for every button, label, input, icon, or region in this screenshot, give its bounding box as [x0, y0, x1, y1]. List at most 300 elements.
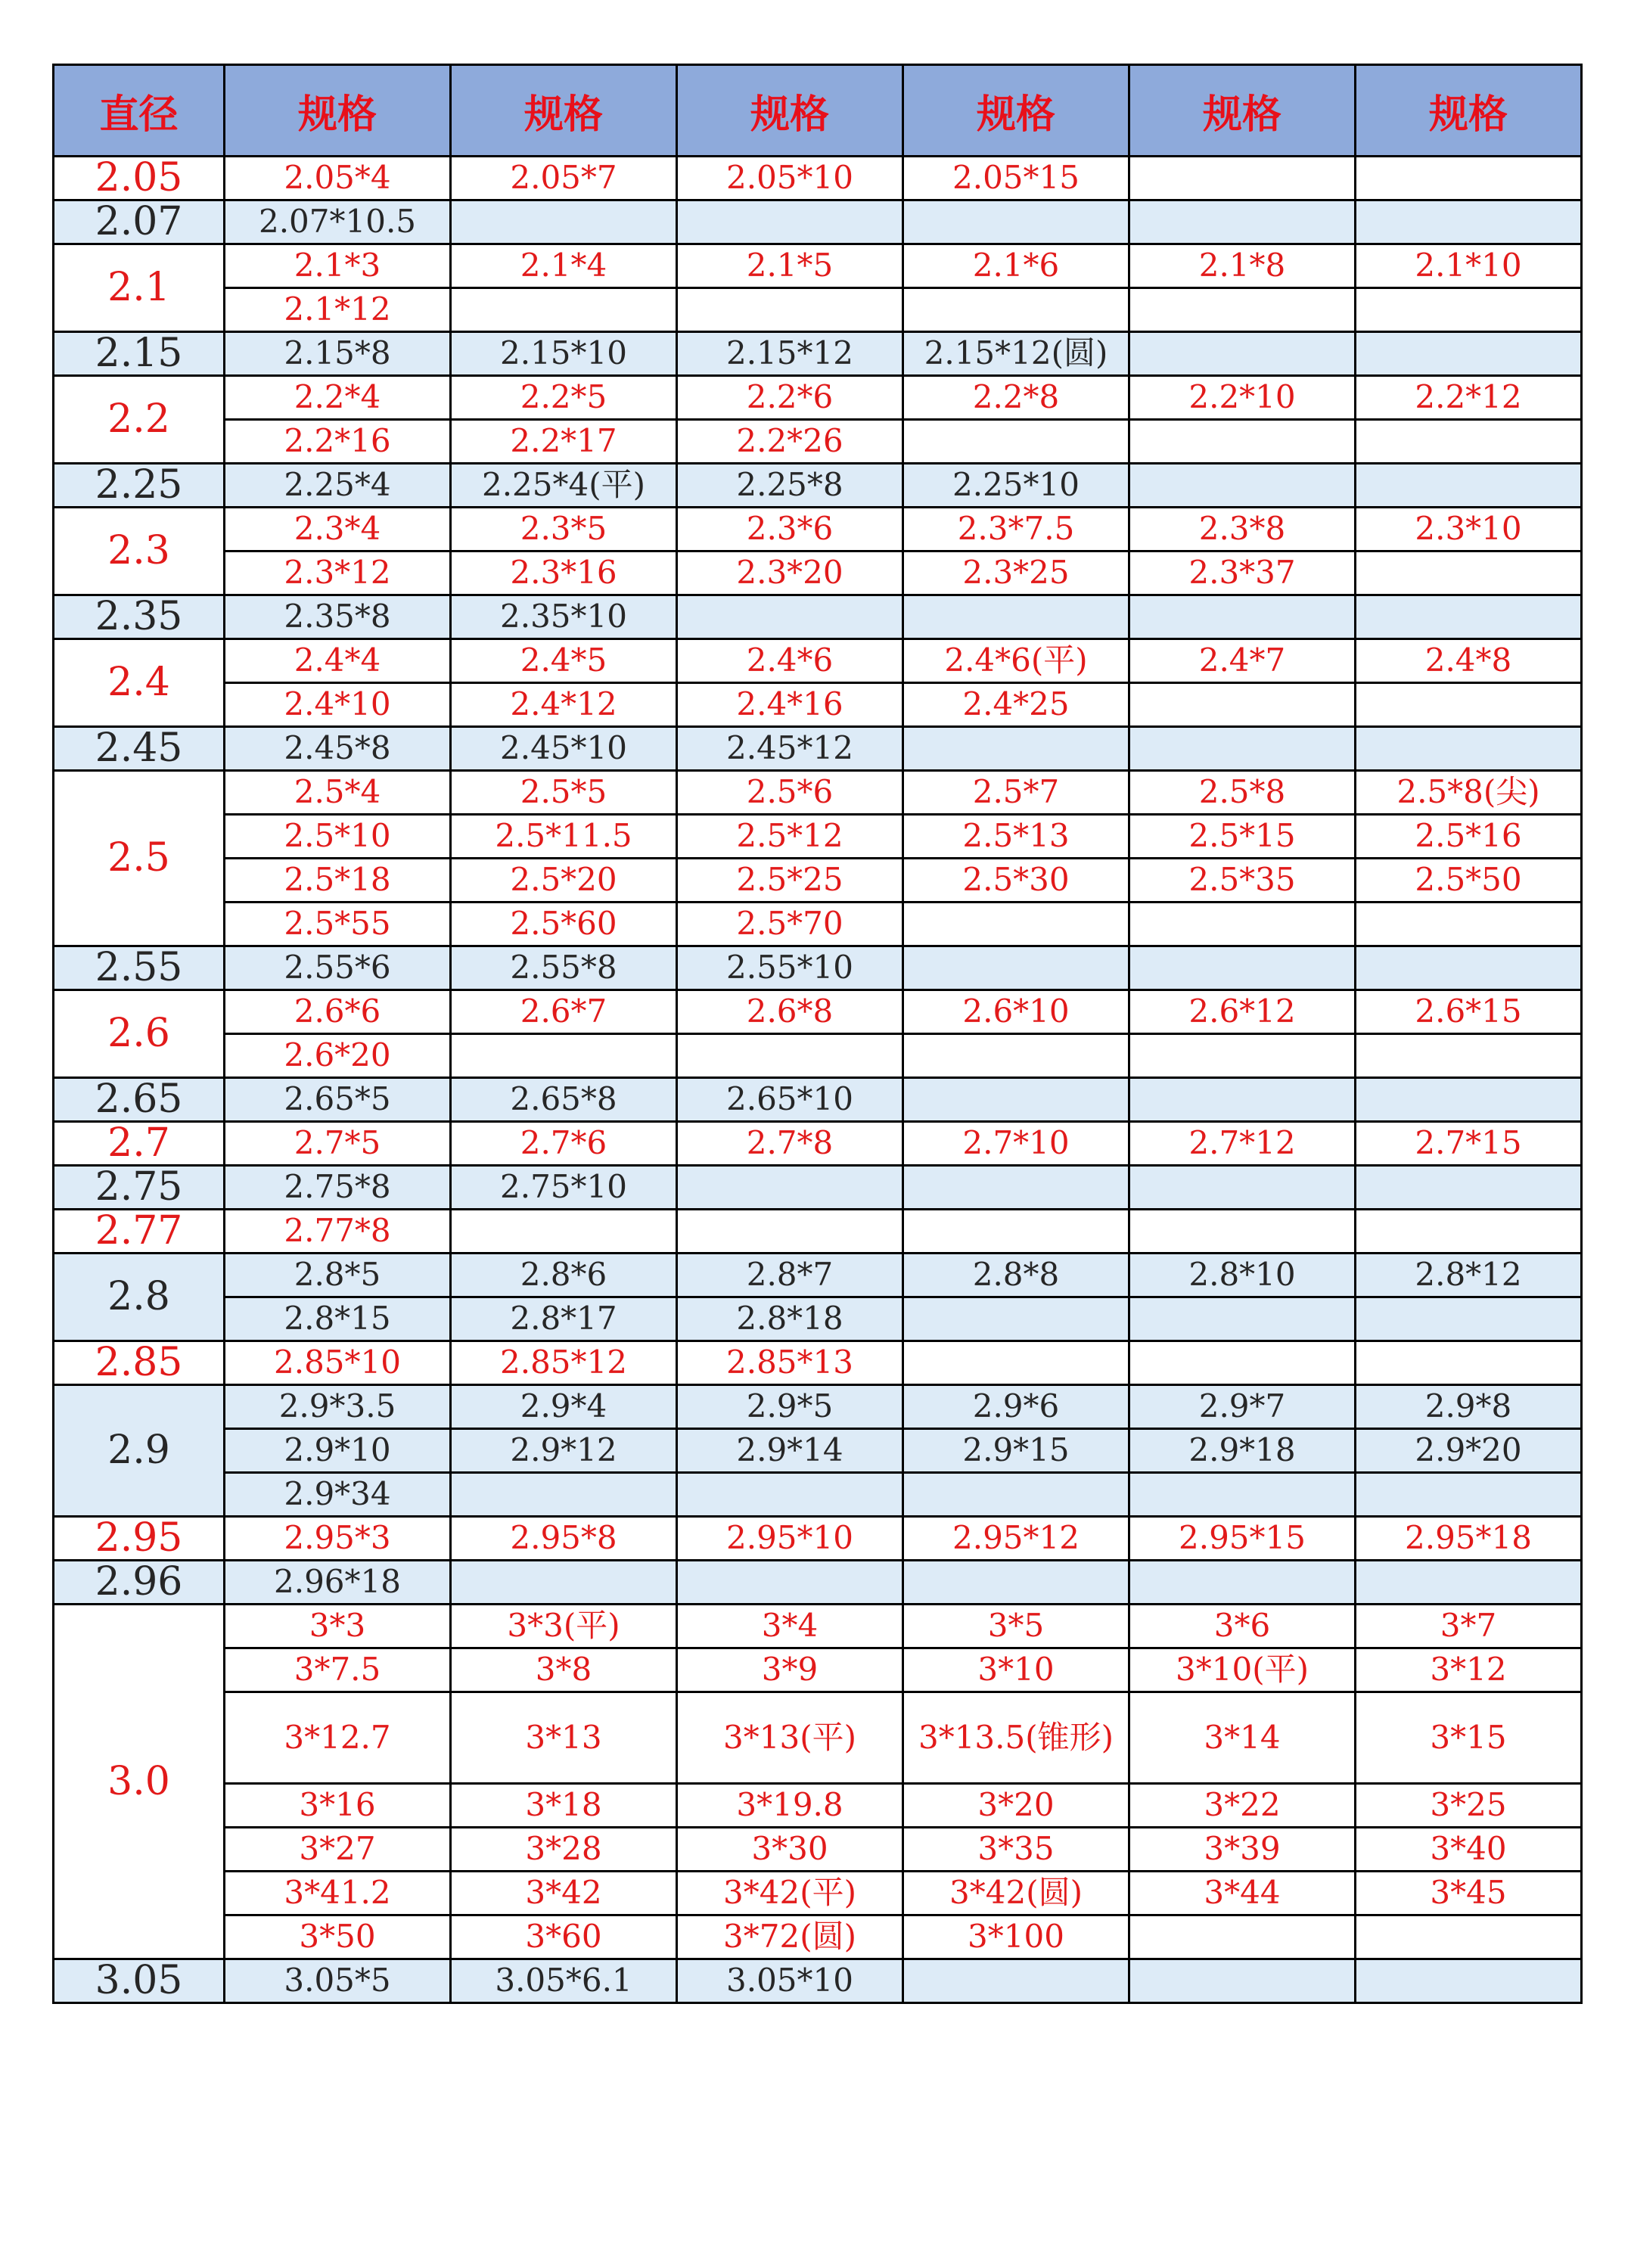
spec-cell: 2.95*3 — [225, 1517, 451, 1561]
spec-cell — [1356, 332, 1582, 376]
spec-cell: 2.55*10 — [677, 946, 903, 990]
spec-cell: 2.6*7 — [451, 990, 677, 1034]
spec-cell — [677, 200, 903, 244]
spec-cell: 2.55*6 — [225, 946, 451, 990]
spec-cell: 2.5*30 — [903, 859, 1129, 903]
table-row — [54, 990, 1582, 1034]
spec-cell: 2.95*8 — [451, 1517, 677, 1561]
spec-cell — [903, 1297, 1129, 1341]
table-row — [54, 508, 1582, 551]
spec-cell: 2.25*4(平) — [451, 464, 677, 508]
spec-cell — [1129, 157, 1356, 200]
spec-cell: 3*3 — [225, 1605, 451, 1648]
spec-cell: 3*35 — [903, 1828, 1129, 1872]
spec-cell: 3*10 — [903, 1648, 1129, 1692]
spec-cell — [1356, 1210, 1582, 1254]
spec-cell: 2.5*35 — [1129, 859, 1356, 903]
spec-cell: 2.65*5 — [225, 1078, 451, 1122]
spec-cell: 2.9*10 — [225, 1429, 451, 1473]
table-row — [54, 420, 1582, 464]
spec-table-body — [54, 157, 1582, 2003]
spec-cell: 2.8*8 — [903, 1254, 1129, 1297]
spec-cell — [677, 1166, 903, 1210]
spec-cell: 2.1*3 — [225, 244, 451, 288]
spec-cell: 2.05*7 — [451, 157, 677, 200]
spec-cell: 2.2*8 — [903, 376, 1129, 420]
table-row — [54, 946, 1582, 990]
header-spec: 规格 — [225, 65, 451, 157]
header-spec: 规格 — [903, 65, 1129, 157]
spec-cell: 2.15*12(圆) — [903, 332, 1129, 376]
spec-cell: 2.45*8 — [225, 727, 451, 771]
diameter-cell: 2.45 — [54, 727, 225, 771]
spec-cell — [1129, 595, 1356, 639]
diameter-cell: 2.15 — [54, 332, 225, 376]
spec-cell — [451, 1561, 677, 1605]
table-row — [54, 1034, 1582, 1078]
spec-cell — [1356, 1034, 1582, 1078]
spec-cell: 2.07*10.5 — [225, 200, 451, 244]
spec-cell: 2.3*10 — [1356, 508, 1582, 551]
spec-cell: 2.5*16 — [1356, 815, 1582, 859]
diameter-cell: 2.8 — [54, 1254, 225, 1341]
spec-cell: 2.5*12 — [677, 815, 903, 859]
spec-cell: 2.6*10 — [903, 990, 1129, 1034]
table-row — [54, 1692, 1582, 1784]
table-row — [54, 244, 1582, 288]
spec-cell — [1356, 1166, 1582, 1210]
spec-cell: 2.05*10 — [677, 157, 903, 200]
spec-cell: 3*10(平) — [1129, 1648, 1356, 1692]
spec-cell: 2.9*12 — [451, 1429, 677, 1473]
spec-cell — [1356, 683, 1582, 727]
spec-cell — [1129, 288, 1356, 332]
spec-cell: 3*12 — [1356, 1648, 1582, 1692]
spec-cell: 2.7*12 — [1129, 1122, 1356, 1166]
spec-cell: 2.5*20 — [451, 859, 677, 903]
table-row — [54, 464, 1582, 508]
spec-cell: 3*39 — [1129, 1828, 1356, 1872]
spec-cell: 2.55*8 — [451, 946, 677, 990]
spec-cell: 2.25*10 — [903, 464, 1129, 508]
spec-cell: 3*12.7 — [225, 1692, 451, 1784]
spec-cell: 3*13 — [451, 1692, 677, 1784]
spec-cell: 2.95*12 — [903, 1517, 1129, 1561]
spec-cell — [1356, 1341, 1582, 1385]
diameter-cell: 2.55 — [54, 946, 225, 990]
spec-cell — [903, 1341, 1129, 1385]
spec-cell — [903, 946, 1129, 990]
spec-cell: 2.3*16 — [451, 551, 677, 595]
spec-cell: 2.8*18 — [677, 1297, 903, 1341]
spec-cell: 2.85*10 — [225, 1341, 451, 1385]
spec-cell: 3*19.8 — [677, 1784, 903, 1828]
spec-cell: 3*3(平) — [451, 1605, 677, 1648]
spec-cell — [903, 727, 1129, 771]
table-row — [54, 683, 1582, 727]
spec-cell — [677, 1210, 903, 1254]
spec-cell: 2.3*25 — [903, 551, 1129, 595]
spec-cell: 2.5*6 — [677, 771, 903, 815]
spec-cell: 2.9*5 — [677, 1385, 903, 1429]
spec-cell: 3*30 — [677, 1828, 903, 1872]
diameter-cell: 2.35 — [54, 595, 225, 639]
spec-cell — [1129, 903, 1356, 946]
spec-cell — [1356, 464, 1582, 508]
spec-cell — [1356, 288, 1582, 332]
spec-cell: 3*27 — [225, 1828, 451, 1872]
spec-cell: 2.3*37 — [1129, 551, 1356, 595]
spec-cell: 2.75*10 — [451, 1166, 677, 1210]
spec-cell: 2.05*15 — [903, 157, 1129, 200]
table-row — [54, 1297, 1582, 1341]
spec-cell: 2.3*6 — [677, 508, 903, 551]
spec-cell — [677, 288, 903, 332]
diameter-cell: 2.1 — [54, 244, 225, 332]
spec-cell — [1356, 1561, 1582, 1605]
spec-cell: 2.6*15 — [1356, 990, 1582, 1034]
spec-cell: 2.3*20 — [677, 551, 903, 595]
spec-cell — [1129, 1210, 1356, 1254]
spec-cell: 3*6 — [1129, 1605, 1356, 1648]
spec-cell — [1356, 903, 1582, 946]
spec-cell: 2.5*55 — [225, 903, 451, 946]
table-row — [54, 1473, 1582, 1517]
spec-cell — [1129, 1297, 1356, 1341]
spec-cell: 2.9*14 — [677, 1429, 903, 1473]
diameter-cell: 2.4 — [54, 639, 225, 727]
table-row — [54, 1385, 1582, 1429]
table-row — [54, 157, 1582, 200]
spec-cell: 2.7*8 — [677, 1122, 903, 1166]
spec-cell — [1356, 595, 1582, 639]
spec-cell — [1356, 946, 1582, 990]
spec-cell: 2.77*8 — [225, 1210, 451, 1254]
table-row — [54, 595, 1582, 639]
spec-cell: 2.4*5 — [451, 639, 677, 683]
spec-cell: 2.4*4 — [225, 639, 451, 683]
spec-cell: 2.8*10 — [1129, 1254, 1356, 1297]
spec-cell: 2.9*3.5 — [225, 1385, 451, 1429]
spec-cell — [903, 1078, 1129, 1122]
spec-cell: 2.7*6 — [451, 1122, 677, 1166]
spec-cell — [1129, 1915, 1356, 1959]
spec-cell: 2.4*6 — [677, 639, 903, 683]
spec-cell: 2.7*10 — [903, 1122, 1129, 1166]
spec-cell: 2.15*10 — [451, 332, 677, 376]
spec-cell: 2.4*12 — [451, 683, 677, 727]
spec-cell: 2.35*8 — [225, 595, 451, 639]
spec-cell: 2.15*8 — [225, 332, 451, 376]
spec-cell — [903, 420, 1129, 464]
header-row — [54, 65, 1582, 157]
spec-cell: 2.5*50 — [1356, 859, 1582, 903]
spec-cell: 2.5*11.5 — [451, 815, 677, 859]
spec-cell: 2.1*4 — [451, 244, 677, 288]
spec-cell: 2.96*18 — [225, 1561, 451, 1605]
spec-cell — [1356, 1297, 1582, 1341]
spec-cell: 3*50 — [225, 1915, 451, 1959]
spec-cell: 3*20 — [903, 1784, 1129, 1828]
table-row — [54, 1648, 1582, 1692]
spec-cell: 3*18 — [451, 1784, 677, 1828]
table-row — [54, 1166, 1582, 1210]
table-row — [54, 1561, 1582, 1605]
spec-cell: 2.2*4 — [225, 376, 451, 420]
spec-cell — [677, 1561, 903, 1605]
spec-cell: 3*42 — [451, 1872, 677, 1915]
spec-cell: 2.1*6 — [903, 244, 1129, 288]
spec-cell — [1356, 1915, 1582, 1959]
spec-cell: 2.5*7 — [903, 771, 1129, 815]
spec-cell: 2.6*20 — [225, 1034, 451, 1078]
spec-cell: 2.8*5 — [225, 1254, 451, 1297]
spec-cell: 2.15*12 — [677, 332, 903, 376]
spec-cell: 2.9*4 — [451, 1385, 677, 1429]
table-row — [54, 1872, 1582, 1915]
spec-cell — [1129, 1034, 1356, 1078]
spec-cell — [903, 903, 1129, 946]
spec-cell: 3*72(圆) — [677, 1915, 903, 1959]
spec-cell: 2.25*8 — [677, 464, 903, 508]
spec-cell: 2.6*12 — [1129, 990, 1356, 1034]
spec-cell: 2.1*8 — [1129, 244, 1356, 288]
spec-cell: 3*13.5(锥形) — [903, 1692, 1129, 1784]
spec-cell: 2.4*25 — [903, 683, 1129, 727]
spec-cell: 2.8*15 — [225, 1297, 451, 1341]
spec-cell — [451, 1034, 677, 1078]
spec-cell — [1356, 1959, 1582, 2003]
spec-cell — [903, 1210, 1129, 1254]
spec-cell: 2.4*10 — [225, 683, 451, 727]
spec-cell: 2.9*20 — [1356, 1429, 1582, 1473]
diameter-cell: 2.77 — [54, 1210, 225, 1254]
table-row — [54, 1784, 1582, 1828]
diameter-cell: 2.9 — [54, 1385, 225, 1517]
spec-cell: 2.2*5 — [451, 376, 677, 420]
spec-cell: 2.6*8 — [677, 990, 903, 1034]
diameter-cell: 2.25 — [54, 464, 225, 508]
spec-cell: 3*7.5 — [225, 1648, 451, 1692]
spec-cell: 2.5*4 — [225, 771, 451, 815]
table-row — [54, 1078, 1582, 1122]
spec-cell: 2.8*12 — [1356, 1254, 1582, 1297]
header-spec: 规格 — [451, 65, 677, 157]
spec-cell — [903, 1561, 1129, 1605]
table-row — [54, 1605, 1582, 1648]
spec-cell: 2.5*5 — [451, 771, 677, 815]
table-row — [54, 903, 1582, 946]
spec-cell: 3*44 — [1129, 1872, 1356, 1915]
spec-cell — [903, 200, 1129, 244]
spec-cell: 2.9*8 — [1356, 1385, 1582, 1429]
diameter-cell: 2.2 — [54, 376, 225, 464]
diameter-cell: 2.5 — [54, 771, 225, 946]
spec-cell: 2.35*10 — [451, 595, 677, 639]
table-row — [54, 859, 1582, 903]
spec-cell: 3*13(平) — [677, 1692, 903, 1784]
spec-cell: 2.3*7.5 — [903, 508, 1129, 551]
spec-cell — [1129, 332, 1356, 376]
spec-cell: 3*9 — [677, 1648, 903, 1692]
spec-cell — [1129, 946, 1356, 990]
diameter-cell: 2.95 — [54, 1517, 225, 1561]
table-row — [54, 376, 1582, 420]
spec-cell — [1129, 1959, 1356, 2003]
diameter-cell: 2.65 — [54, 1078, 225, 1122]
diameter-cell: 2.75 — [54, 1166, 225, 1210]
spec-cell — [1129, 683, 1356, 727]
spec-cell: 2.65*8 — [451, 1078, 677, 1122]
spec-cell: 2.9*6 — [903, 1385, 1129, 1429]
spec-cell — [1129, 727, 1356, 771]
spec-cell — [1356, 551, 1582, 595]
spec-cell: 2.8*17 — [451, 1297, 677, 1341]
spec-cell: 2.1*5 — [677, 244, 903, 288]
spec-cell: 3*41.2 — [225, 1872, 451, 1915]
spec-cell — [1129, 420, 1356, 464]
table-row — [54, 1341, 1582, 1385]
spec-cell — [451, 1210, 677, 1254]
spec-table — [52, 64, 1583, 2004]
spec-cell: 2.4*16 — [677, 683, 903, 727]
spec-cell: 3*60 — [451, 1915, 677, 1959]
spec-cell — [1356, 200, 1582, 244]
diameter-cell: 2.07 — [54, 200, 225, 244]
diameter-cell: 3.05 — [54, 1959, 225, 2003]
table-row — [54, 1429, 1582, 1473]
spec-cell: 3.05*6.1 — [451, 1959, 677, 2003]
spec-cell: 2.6*6 — [225, 990, 451, 1034]
spec-cell: 2.5*70 — [677, 903, 903, 946]
table-row — [54, 551, 1582, 595]
spec-cell: 2.2*16 — [225, 420, 451, 464]
table-row — [54, 815, 1582, 859]
spec-cell: 3*8 — [451, 1648, 677, 1692]
spec-cell — [1356, 420, 1582, 464]
spec-cell — [1129, 1473, 1356, 1517]
spec-cell: 2.4*6(平) — [903, 639, 1129, 683]
spec-cell: 3*4 — [677, 1605, 903, 1648]
spec-cell — [903, 595, 1129, 639]
table-row — [54, 771, 1582, 815]
spec-cell: 2.45*12 — [677, 727, 903, 771]
spec-cell: 2.9*15 — [903, 1429, 1129, 1473]
header-diameter: 直径 — [54, 65, 225, 157]
spec-cell — [1129, 1341, 1356, 1385]
spec-cell: 2.9*34 — [225, 1473, 451, 1517]
spec-cell: 3*42(圆) — [903, 1872, 1129, 1915]
spec-cell: 2.75*8 — [225, 1166, 451, 1210]
header-spec: 规格 — [1129, 65, 1356, 157]
spec-cell: 2.95*10 — [677, 1517, 903, 1561]
spec-cell: 3*15 — [1356, 1692, 1582, 1784]
spec-cell: 3*100 — [903, 1915, 1129, 1959]
header-spec: 规格 — [677, 65, 903, 157]
spec-cell: 2.65*10 — [677, 1078, 903, 1122]
spec-cell: 2.4*7 — [1129, 639, 1356, 683]
spec-cell: 2.3*4 — [225, 508, 451, 551]
spec-cell: 2.5*8 — [1129, 771, 1356, 815]
spec-cell — [1129, 464, 1356, 508]
spec-cell: 2.5*8(尖) — [1356, 771, 1582, 815]
diameter-cell: 2.85 — [54, 1341, 225, 1385]
spec-cell: 2.95*15 — [1129, 1517, 1356, 1561]
table-row — [54, 1915, 1582, 1959]
spec-cell: 3*14 — [1129, 1692, 1356, 1784]
spec-cell: 3*5 — [903, 1605, 1129, 1648]
diameter-cell: 2.3 — [54, 508, 225, 595]
table-row — [54, 1517, 1582, 1561]
spec-cell — [903, 1166, 1129, 1210]
spec-cell: 3*42(平) — [677, 1872, 903, 1915]
diameter-cell: 2.05 — [54, 157, 225, 200]
spec-cell — [1129, 200, 1356, 244]
spec-cell: 2.8*7 — [677, 1254, 903, 1297]
spec-cell — [1356, 157, 1582, 200]
spec-cell — [1129, 1166, 1356, 1210]
spec-cell — [903, 1473, 1129, 1517]
table-row — [54, 288, 1582, 332]
spec-cell: 3*7 — [1356, 1605, 1582, 1648]
spec-cell — [1129, 1561, 1356, 1605]
spec-cell: 2.3*8 — [1129, 508, 1356, 551]
table-row — [54, 1122, 1582, 1166]
spec-cell: 2.4*8 — [1356, 639, 1582, 683]
spec-cell — [451, 288, 677, 332]
spec-cell — [1129, 1078, 1356, 1122]
spec-cell: 2.7*15 — [1356, 1122, 1582, 1166]
spec-cell: 2.25*4 — [225, 464, 451, 508]
header-spec: 规格 — [1356, 65, 1582, 157]
spec-cell: 2.5*13 — [903, 815, 1129, 859]
spec-cell: 2.2*26 — [677, 420, 903, 464]
spec-cell: 2.5*60 — [451, 903, 677, 946]
spec-cell: 2.1*12 — [225, 288, 451, 332]
spec-cell: 3*40 — [1356, 1828, 1582, 1872]
spec-cell — [1356, 1473, 1582, 1517]
table-row — [54, 332, 1582, 376]
spec-cell: 2.5*10 — [225, 815, 451, 859]
table-row — [54, 1210, 1582, 1254]
spec-cell: 2.9*7 — [1129, 1385, 1356, 1429]
table-row — [54, 1254, 1582, 1297]
spec-cell: 2.8*6 — [451, 1254, 677, 1297]
spec-cell: 2.5*15 — [1129, 815, 1356, 859]
table-row — [54, 639, 1582, 683]
spec-cell: 2.1*10 — [1356, 244, 1582, 288]
spec-cell: 2.5*25 — [677, 859, 903, 903]
spec-cell: 2.2*17 — [451, 420, 677, 464]
spec-cell: 3*45 — [1356, 1872, 1582, 1915]
spec-cell: 2.2*6 — [677, 376, 903, 420]
spec-cell — [677, 595, 903, 639]
spec-cell — [1356, 1078, 1582, 1122]
spec-cell — [677, 1034, 903, 1078]
spec-cell: 2.85*12 — [451, 1341, 677, 1385]
spec-cell: 3*16 — [225, 1784, 451, 1828]
diameter-cell: 3.0 — [54, 1605, 225, 1959]
spec-cell: 2.85*13 — [677, 1341, 903, 1385]
spec-cell: 2.7*5 — [225, 1122, 451, 1166]
table-row — [54, 1828, 1582, 1872]
spec-cell — [903, 1034, 1129, 1078]
spec-cell: 2.2*10 — [1129, 376, 1356, 420]
spec-cell: 3.05*5 — [225, 1959, 451, 2003]
diameter-cell: 2.6 — [54, 990, 225, 1078]
spec-cell: 3*28 — [451, 1828, 677, 1872]
spec-cell — [1356, 727, 1582, 771]
